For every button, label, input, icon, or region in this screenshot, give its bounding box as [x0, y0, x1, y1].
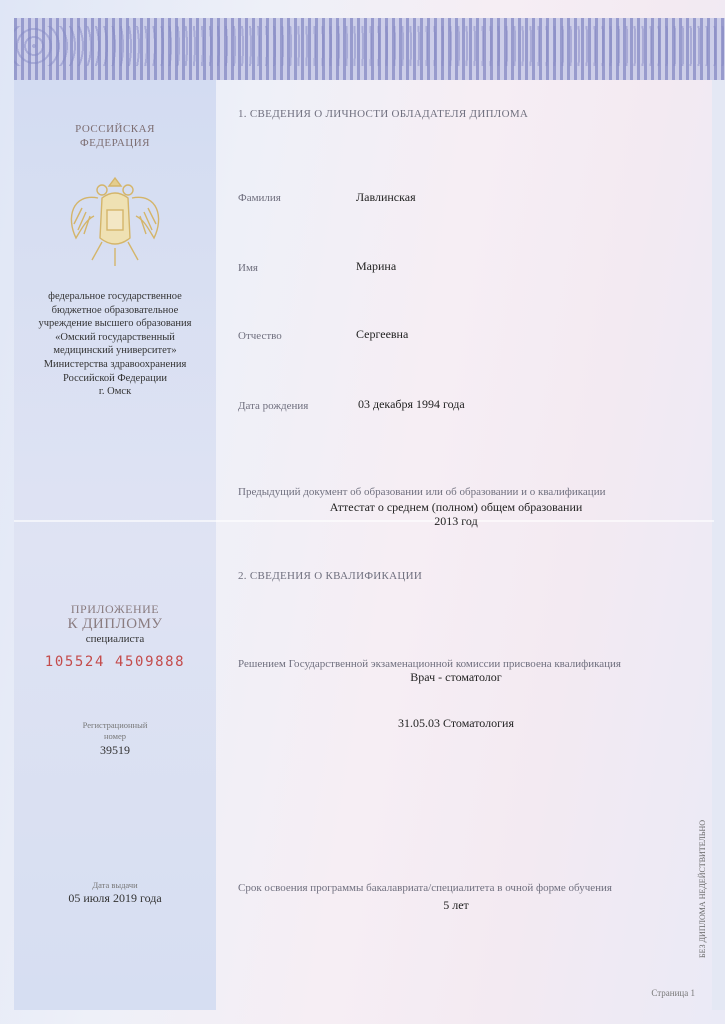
coat-of-arms-icon — [62, 168, 168, 276]
appendix-spec: специалиста — [85, 633, 145, 645]
reg-number-label: Регистрационный номер — [82, 720, 148, 741]
dob-value: 03 декабря 1994 года — [358, 397, 465, 411]
name-value: Марина — [356, 259, 397, 273]
duration-value: 5 лет — [443, 898, 469, 912]
patronymic-label: Отчество — [238, 330, 282, 342]
decorative-border — [14, 18, 725, 80]
prev-doc-label: Предыдущий документ об образовании или об образовании и о квалификации — [238, 486, 606, 498]
qualification-value: Врач - стоматолог — [410, 670, 502, 684]
surname-value: Лавлинская — [356, 190, 416, 204]
issue-date-label: Дата выдачи — [92, 880, 138, 890]
section2-title: 2. СВЕДЕНИЯ О КВАЛИФИКАЦИИ — [238, 570, 423, 582]
section1-title: 1. СВЕДЕНИЯ О ЛИЧНОСТИ ОБЛАДАТЕЛЯ ДИПЛОМА — [238, 108, 529, 120]
vertical-note — [694, 790, 710, 960]
name-label: Имя — [238, 262, 258, 274]
patronymic-value: Сергеевна — [356, 327, 409, 341]
issue-date-value: 05 июля 2019 года — [68, 891, 162, 905]
svg-text:БЕЗ ДИПЛОМА НЕДЕЙСТВИТЕЛЬНО: БЕЗ ДИПЛОМА НЕДЕЙСТВИТЕЛЬНО — [698, 819, 707, 958]
appendix-title: ПРИЛОЖЕНИЕ — [70, 602, 160, 616]
specialty-value: 31.05.03 Стоматология — [397, 716, 514, 730]
appendix-subtitle: К ДИПЛОМУ — [67, 616, 163, 632]
surname-label: Фамилия — [238, 192, 281, 204]
organization-name: федеральное государственное бюджетное образовательное учреждение высшего образования «Омский государственный медицинский университет» Министерства здравоохранения Российской Федерации г. Омск — [38, 291, 192, 398]
dob-label: Дата рождения — [238, 400, 309, 412]
duration-label: Срок освоения программы бакалавриата/специалитета в очной форме обучения — [238, 882, 612, 894]
country-name: РОССИЙСКАЯ ФЕДЕРАЦИЯ — [75, 123, 155, 149]
decision-label: Решением Государственной экзаменационной комиссии присвоена квалификация — [238, 658, 621, 670]
serial-number: 105524 4509888 — [44, 654, 186, 670]
prev-doc-year: 2013 год — [434, 514, 478, 528]
prev-doc-value: Аттестат о среднем (полном) общем образовании — [329, 500, 583, 514]
reg-number-value: 39519 — [100, 743, 130, 757]
page-number: Страница 1 — [651, 988, 695, 998]
